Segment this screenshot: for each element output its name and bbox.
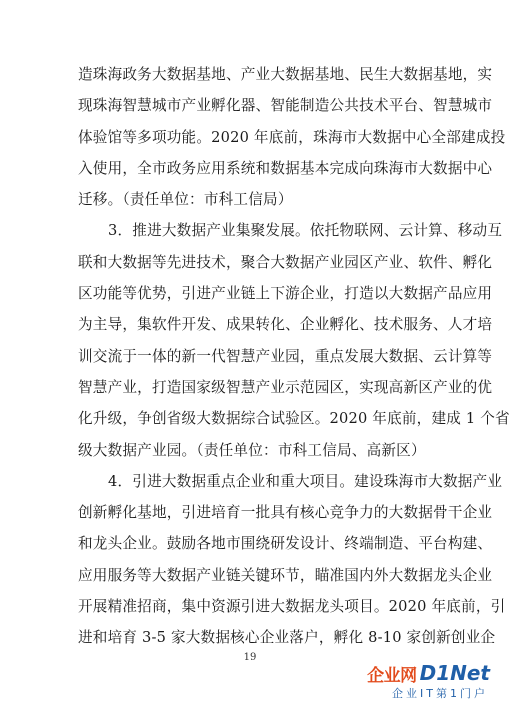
- text-line: 智慧产业，打造国家级智慧产业示范园区，实现高新区产业的优: [78, 378, 493, 396]
- text-line: 开展精准招商，集中资源引进大数据龙头项目。2020 年底前，引: [78, 598, 506, 616]
- text-line: 化升级，争创省级大数据综合试验区。2020 年底前，建成 1 个省: [78, 410, 510, 428]
- text-line: 现珠海智慧城市产业孵化器、智能制造公共技术平台、智慧城市: [78, 97, 493, 115]
- text-line: 4．引进大数据重点企业和重大项目。建设珠海市大数据产业: [108, 472, 503, 490]
- watermark-logo: [310, 661, 490, 701]
- text-line: 入使用，全市政务应用系统和数据基本完成向珠海市大数据中心: [78, 159, 493, 177]
- watermark-top: [367, 661, 490, 685]
- text-line: 迁移。（责任单位：市科工信局）: [78, 191, 293, 209]
- text-line: 训交流于一体的新一代智慧产业园，重点发展大数据、云计算等: [78, 347, 493, 365]
- text-line: 区功能等优势，引进产业链上下游企业，打造以大数据产品应用: [78, 285, 493, 303]
- text-line: 和龙头企业。鼓励各地市围绕研发设计、终端制造、平台构建、: [78, 535, 493, 553]
- watermark-dnet-text: D1Net: [419, 661, 490, 685]
- text-line: 进和培育 3-5 家大数据核心企业落户，孵化 8-10 家创新创业企: [78, 629, 496, 647]
- text-line: 3．推进大数据产业集聚发展。依托物联网、云计算、移动互: [108, 222, 503, 240]
- body-text: [78, 59, 510, 654]
- text-line: 应用服务等大数据产业链关键环节，瞄准国内外大数据龙头企业: [78, 566, 493, 584]
- watermark-cn-text: 企业网: [367, 665, 417, 686]
- text-line: 联和大数据等先进技术，聚合大数据产业园区产业、软件、孵化: [78, 253, 493, 271]
- text-line: 级大数据产业园。（责任单位：市科工信局、高新区）: [78, 441, 426, 459]
- page-number: 19: [243, 652, 257, 663]
- text-line: 造珠海政务大数据基地、产业大数据基地、民生大数据基地，实: [78, 66, 493, 83]
- text-line: 体验馆等多项功能。2020 年底前，珠海市大数据中心全部建成投: [78, 128, 506, 146]
- text-line: 为主导，集软件开发、成果转化、企业孵化、技术服务、人才培: [78, 316, 493, 334]
- text-line: 创新孵化基地，引进培育一批具有核心竞争力的大数据骨干企业: [78, 504, 493, 522]
- watermark-tagline: 企业IT第1门户: [392, 687, 488, 700]
